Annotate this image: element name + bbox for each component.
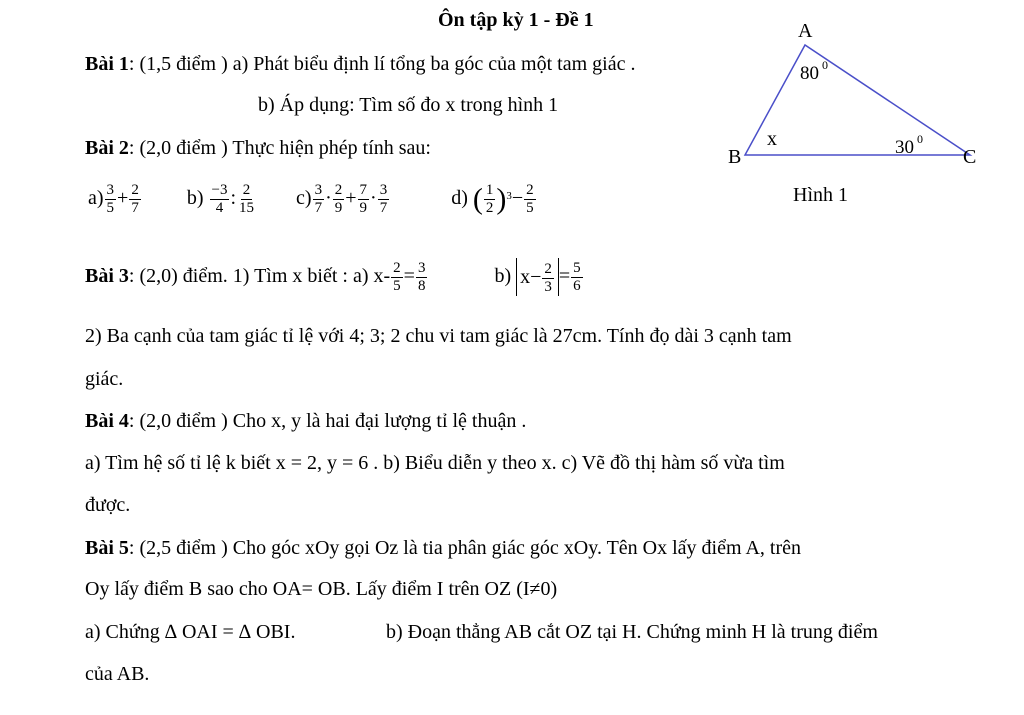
bai2-d: d) ( $\frac{1}{2}$ )$^3$− $\frac{2}{5}$ <box>451 181 534 216</box>
bai1-label: Bài 1 <box>85 53 129 75</box>
angle-c-label: 30 <box>895 137 914 158</box>
vertex-c-label: C <box>963 146 977 168</box>
figure-caption: Hình 1 <box>793 184 848 206</box>
angle-c-degree: 0 <box>917 132 923 146</box>
bai5-text: : (2,5 điểm ) Cho góc xOy gọi Oz là tia phân giác góc xOy. Tên Ox lấy điểm A, trên <box>128 537 801 559</box>
bai2-exercises <box>88 178 537 218</box>
bai2-label: Bài 2 <box>85 137 129 159</box>
bai1-line2: b) Áp dụng: Tìm số đo x trong hình 1 <box>258 94 559 116</box>
bai5-line4: của AB. <box>85 663 150 685</box>
bai5-line2: Oy lấy điểm B sao cho OA= OB. Lấy điểm I trên OZ (I≠0) <box>85 578 558 600</box>
bai3-text: : (2,0) điểm. 1) Tìm x biết : a) x- <box>128 265 391 287</box>
bai3-label: Bài 3 <box>85 265 129 287</box>
bai2-a: a) $\frac{3}{5}$ + $\frac{2}{7}$ <box>88 181 139 216</box>
bai2-c: c) $\frac{3}{7}$ · $\frac{2}{9}$ + $\frac{7}{9}$ · $\frac{3}{7}$ <box>296 181 388 216</box>
bai4-line2: a) Tìm hệ số tỉ lệ k biết x = 2, y = 6 . b) Biểu diễn y theo x. c) Vẽ đồ thị hàm số vừa tìm <box>85 452 785 474</box>
angle-a-degree: 0 <box>822 58 828 72</box>
bai5-line1 <box>85 536 801 560</box>
bai1-line1 <box>85 52 635 76</box>
bai1-text: : (1,5 điểm ) a) Phát biểu định lí tổng ba góc của một tam giác . <box>128 53 636 75</box>
angle-b-label: x <box>767 128 777 150</box>
vertex-a-label: A <box>798 20 813 42</box>
triangle-figure <box>725 15 995 215</box>
bai3-b: b) x− $\frac{2}{3}$ = $\frac{5}{6}$ <box>494 259 581 296</box>
bai5-line3b: b) Đoạn thẳng AB cắt OZ tại H. Chứng minh H là trung điểm <box>386 621 878 643</box>
bai2-line1 <box>85 136 431 160</box>
bai4-line3: được. <box>85 494 131 516</box>
angle-a-label: 80 <box>800 63 819 84</box>
bai4-label: Bài 4 <box>85 410 129 432</box>
bai2-text: : (2,0 điểm ) Thực hiện phép tính sau: <box>128 137 431 159</box>
bai5-line3a: a) Chứng ∆ OAI = ∆ OBI. <box>85 621 296 643</box>
bai3-line3: giác. <box>85 368 124 390</box>
bai5-label: Bài 5 <box>85 537 129 559</box>
bai4-line1 <box>85 409 526 433</box>
vertex-b-label: B <box>728 146 742 168</box>
bai3-line2: 2) Ba cạnh của tam giác tỉ lệ với 4; 3; 2 chu vi tam giác là 27cm. Tính đọ dài 3 cạnh tam <box>85 325 792 347</box>
bai4-text: : (2,0 điểm ) Cho x, y là hai đại lượng tỉ lệ thuận . <box>128 410 527 432</box>
page-title: Ôn tập kỳ 1 - Đề 1 <box>438 9 594 31</box>
bai2-b: b) $\frac{-3}{4}$ : $\frac{2}{15}$ <box>186 181 255 216</box>
triangle-abc <box>745 45 970 155</box>
bai3-line1: Bài 3: (2,0) điểm. 1) Tìm x biết : a) x- $\frac{2}{5}$ = $\frac{3}{8}$ b) x− $\frac{2}{3}$ = $\frac{5}{6}$ <box>85 256 584 296</box>
